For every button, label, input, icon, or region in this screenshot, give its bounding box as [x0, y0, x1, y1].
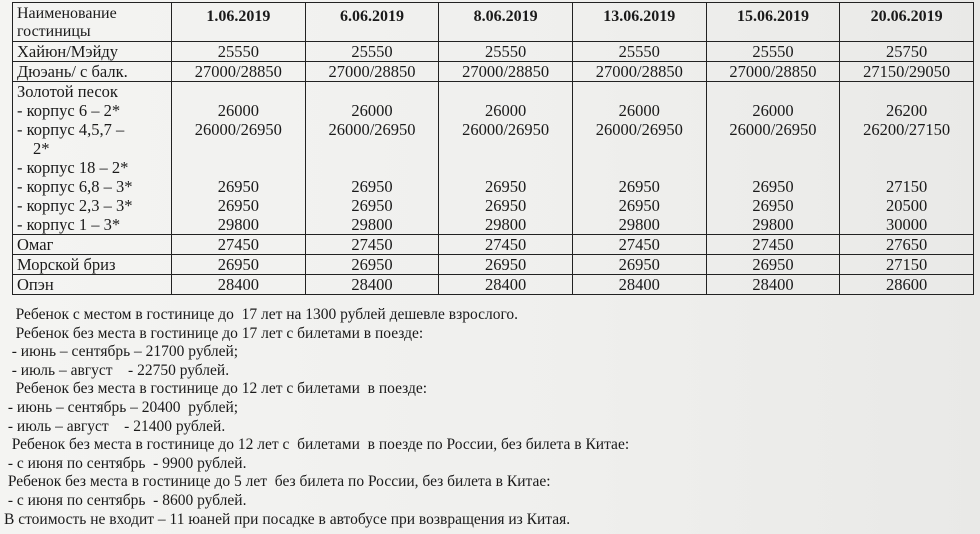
hotel-group-name: Золотой песок: [17, 82, 118, 101]
price-value: 29800: [618, 215, 660, 234]
price-cell-group: [172, 82, 306, 235]
price-cell: 28400: [305, 275, 439, 295]
table-row: [13, 42, 974, 62]
price-cell: 26950: [172, 255, 306, 275]
price-cell: 27000/28850: [706, 62, 840, 82]
price-cell: 27650: [840, 235, 974, 255]
price-cell: 25550: [172, 42, 306, 62]
price-cell: 28400: [706, 275, 840, 295]
building-label: - корпус 6 – 2*: [17, 101, 121, 120]
note-line: Ребенок без места в гостинице до 5 лет без билета по России, без билета в Китае:: [4, 473, 551, 491]
price-value: 26950: [217, 196, 259, 215]
price-value: 26000/26950: [194, 120, 282, 139]
building-label: - корпус 18 – 2*: [17, 158, 129, 177]
price-cell: 27450: [706, 235, 840, 255]
price-cell: 27450: [572, 235, 706, 255]
price-value: 26950: [485, 196, 527, 215]
price-cell: 27150/29050: [840, 62, 974, 82]
price-cell-group: [439, 82, 573, 235]
header-row: [13, 3, 974, 42]
hotel-name: Дюэань/ с балк.: [13, 62, 172, 82]
price-value: 29800: [485, 215, 527, 234]
hotel-name: [13, 82, 172, 235]
date-header: 8.06.2019: [439, 3, 573, 42]
hotel-name: Омаг: [13, 235, 172, 255]
date-header: 20.06.2019: [840, 3, 974, 42]
price-value: 26950: [618, 177, 660, 196]
price-value: 26200: [886, 101, 928, 120]
price-cell: 28400: [172, 275, 306, 295]
note-line: - июль – август - 22750 рублей.: [4, 361, 230, 379]
price-value: 26950: [618, 196, 660, 215]
hotel-name: Опэн: [13, 275, 172, 295]
date-header: 15.06.2019: [706, 3, 840, 42]
note-line: Ребенок без места в гостинице до 12 лет с билетами в поезде:: [4, 380, 428, 398]
price-value: 29800: [217, 215, 259, 234]
table-row-zolotoy-pesok: [13, 82, 974, 235]
building-label: - корпус 1 – 3*: [17, 215, 121, 234]
note-line: - июль – август - 21400 рублей.: [4, 417, 226, 435]
note-line: В стоимость не входит – 11 юаней при посадке в автобусе при возвращения из Китая.: [4, 510, 571, 528]
price-cell: 28400: [439, 275, 573, 295]
price-value: 29800: [351, 215, 393, 234]
note-line: Ребенок без места в гостинице до 12 лет с билетами в поезде по России, без билета в Китае:: [4, 436, 630, 454]
hotel-name: Хайюн/Мэйду: [13, 42, 172, 62]
price-cell: 26950: [572, 255, 706, 275]
price-value: 20500: [886, 196, 928, 215]
price-cell: 27000/28850: [572, 62, 706, 82]
price-value: 26950: [485, 177, 527, 196]
price-value: 26200/27150: [863, 120, 951, 139]
price-value: 26000: [217, 101, 259, 120]
price-value: 26000: [618, 101, 660, 120]
price-cell: 27450: [439, 235, 573, 255]
price-cell: 25750: [840, 42, 974, 62]
price-value: 26000: [752, 101, 794, 120]
building-label: 2*: [33, 139, 50, 158]
price-value: 26950: [217, 177, 259, 196]
price-cell: 28600: [840, 275, 974, 295]
price-value: 26950: [752, 177, 794, 196]
note-line: Ребенок без места в гостинице до 17 лет с билетами в поезде:: [4, 324, 424, 342]
price-cell-group: [305, 82, 439, 235]
price-cell: 27000/28850: [305, 62, 439, 82]
price-cell: 25550: [305, 42, 439, 62]
price-cell: 25550: [706, 42, 840, 62]
price-value: 26000/26950: [595, 120, 683, 139]
table-row: [13, 275, 974, 295]
note-line: - июнь – сентябрь – 21700 рублей;: [4, 343, 239, 361]
price-cell: 27000/28850: [172, 62, 306, 82]
price-cell: 26950: [439, 255, 573, 275]
price-value: 26000/26950: [328, 120, 416, 139]
price-value: 26000/26950: [729, 120, 817, 139]
price-cell: 26950: [305, 255, 439, 275]
price-value: 26950: [351, 177, 393, 196]
price-value: 26000/26950: [462, 120, 550, 139]
price-cell: 27450: [305, 235, 439, 255]
hotel-name-header: Наименование гостиницы: [13, 3, 172, 42]
price-value: 27150: [886, 177, 928, 196]
price-table: [12, 2, 974, 295]
price-cell-group: [706, 82, 840, 235]
price-value: 26950: [351, 196, 393, 215]
price-cell-group: [840, 82, 974, 235]
price-cell: 27450: [172, 235, 306, 255]
building-label: - корпус 6,8 – 3*: [17, 177, 133, 196]
price-value: 26950: [752, 196, 794, 215]
note-line: Ребенок с местом в гостинице до 17 лет на 1300 рублей дешевле взрослого.: [4, 306, 519, 323]
price-cell: 26950: [706, 255, 840, 275]
price-cell: 25550: [439, 42, 573, 62]
table-row: [13, 62, 974, 82]
note-line: - с июня по сентябрь - 9900 рублей.: [4, 454, 247, 472]
price-cell-group: [572, 82, 706, 235]
price-value: 26000: [485, 101, 527, 120]
price-cell: 27150: [840, 255, 974, 275]
building-label: - корпус 2,3 – 3*: [17, 196, 133, 215]
price-cell: 27000/28850: [439, 62, 573, 82]
price-cell: 25550: [572, 42, 706, 62]
price-cell: 28400: [572, 275, 706, 295]
date-header: 13.06.2019: [572, 3, 706, 42]
price-value: 26000: [351, 101, 393, 120]
price-value: 30000: [886, 215, 928, 234]
table-row: [13, 235, 974, 255]
note-line: - с июня по сентябрь - 8600 рублей.: [4, 491, 247, 509]
date-header: 6.06.2019: [305, 3, 439, 42]
price-value: 29800: [752, 215, 794, 234]
building-label: - корпус 4,5,7 –: [17, 120, 125, 139]
date-header: 1.06.2019: [172, 3, 306, 42]
note-line: - июнь – сентябрь – 20400 рублей;: [4, 398, 239, 416]
hotel-name: Морской бриз: [13, 255, 172, 275]
notes-block: [4, 306, 974, 529]
table-row: [13, 255, 974, 275]
